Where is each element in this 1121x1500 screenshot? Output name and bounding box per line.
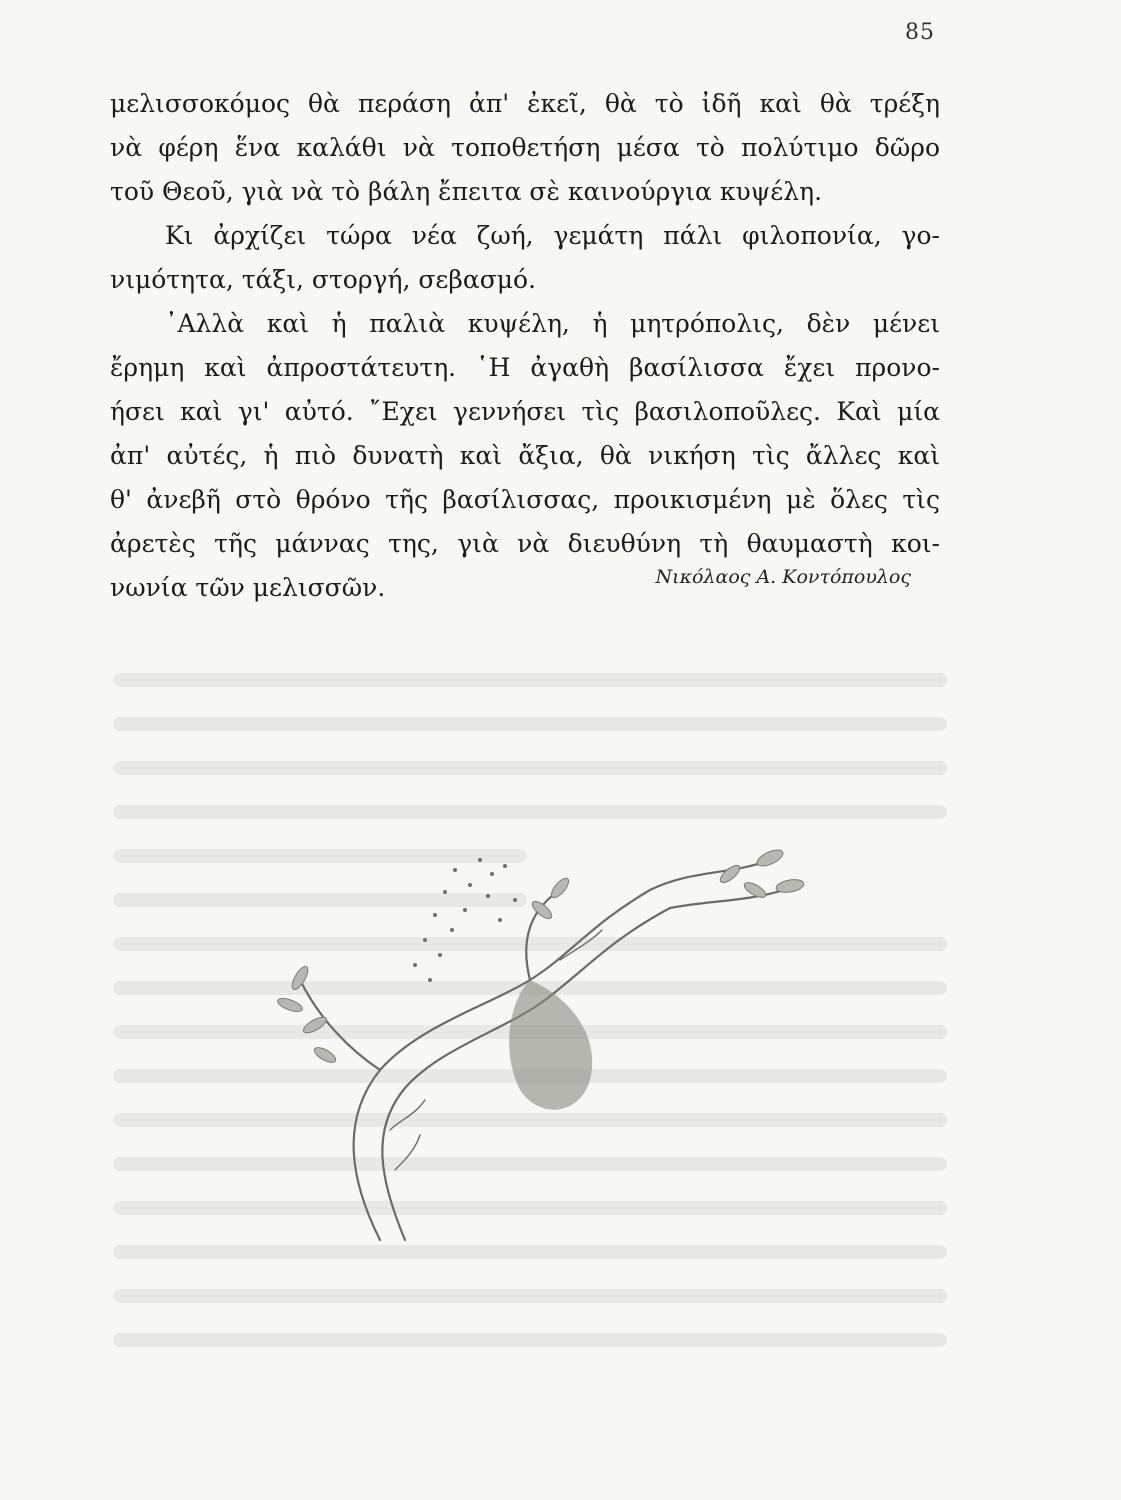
text-line: ἀπ' αὐτές, ἡ πιὸ δυνατὴ καὶ ἄξια, θὰ νικήση τὶς ἄλλες καὶ: [110, 441, 940, 470]
body-text: [110, 82, 940, 610]
page-number: 85: [905, 20, 935, 45]
text-line: τοῦ Θεοῦ, γιὰ νὰ τὸ βάλη ἔπειτα σὲ καινούργια κυψέλη.: [110, 177, 823, 206]
text-line: ήσει καὶ γι' αὐτό. ῎Εχει γεννήσει τὶς βασιλοποῦλες. Καὶ μία: [110, 397, 940, 426]
text-line: μελισσοκόμος θὰ περάση ἀπ' ἐκεῖ, θὰ τὸ ἰδῆ καὶ θὰ τρέξη: [110, 89, 940, 118]
text-line: ἀρετὲς τῆς μάννας της, γιὰ νὰ διευθύνη τὴ θαυμαστὴ κοι-: [110, 529, 940, 558]
tree-with-bee-swarm-icon: [230, 830, 850, 1250]
text-line: ᾿Αλλὰ καὶ ἡ παλιὰ κυψέλη, ἡ μητρόπολις, δὲν μένει: [165, 309, 940, 338]
text-line: νωνία τῶν μελισσῶν.: [110, 573, 386, 602]
text-line: νὰ φέρη ἕνα καλάθι νὰ τοποθετήση μέσα τὸ πολύτιμο δῶρο: [110, 133, 940, 162]
text-line: ἔρημη καὶ ἀπροστάτευτη. ῾Η ἀγαθὴ βασίλισσα ἔχει προνο-: [110, 353, 940, 382]
text-line: νιμότητα, τάξι, στοργή, σεβασμό.: [110, 265, 537, 294]
text-line: θ' ἀνεβῆ στὸ θρόνο τῆς βασίλισσας, προικισμένη μὲ ὅλες τὶς: [110, 485, 940, 514]
author-signature: Νικόλαος Α. Κοντόπουλος: [655, 566, 911, 588]
text-line: Κι ἀρχίζει τώρα νέα ζωή, γεμάτη πάλι φιλοπονία, γο-: [165, 221, 940, 250]
